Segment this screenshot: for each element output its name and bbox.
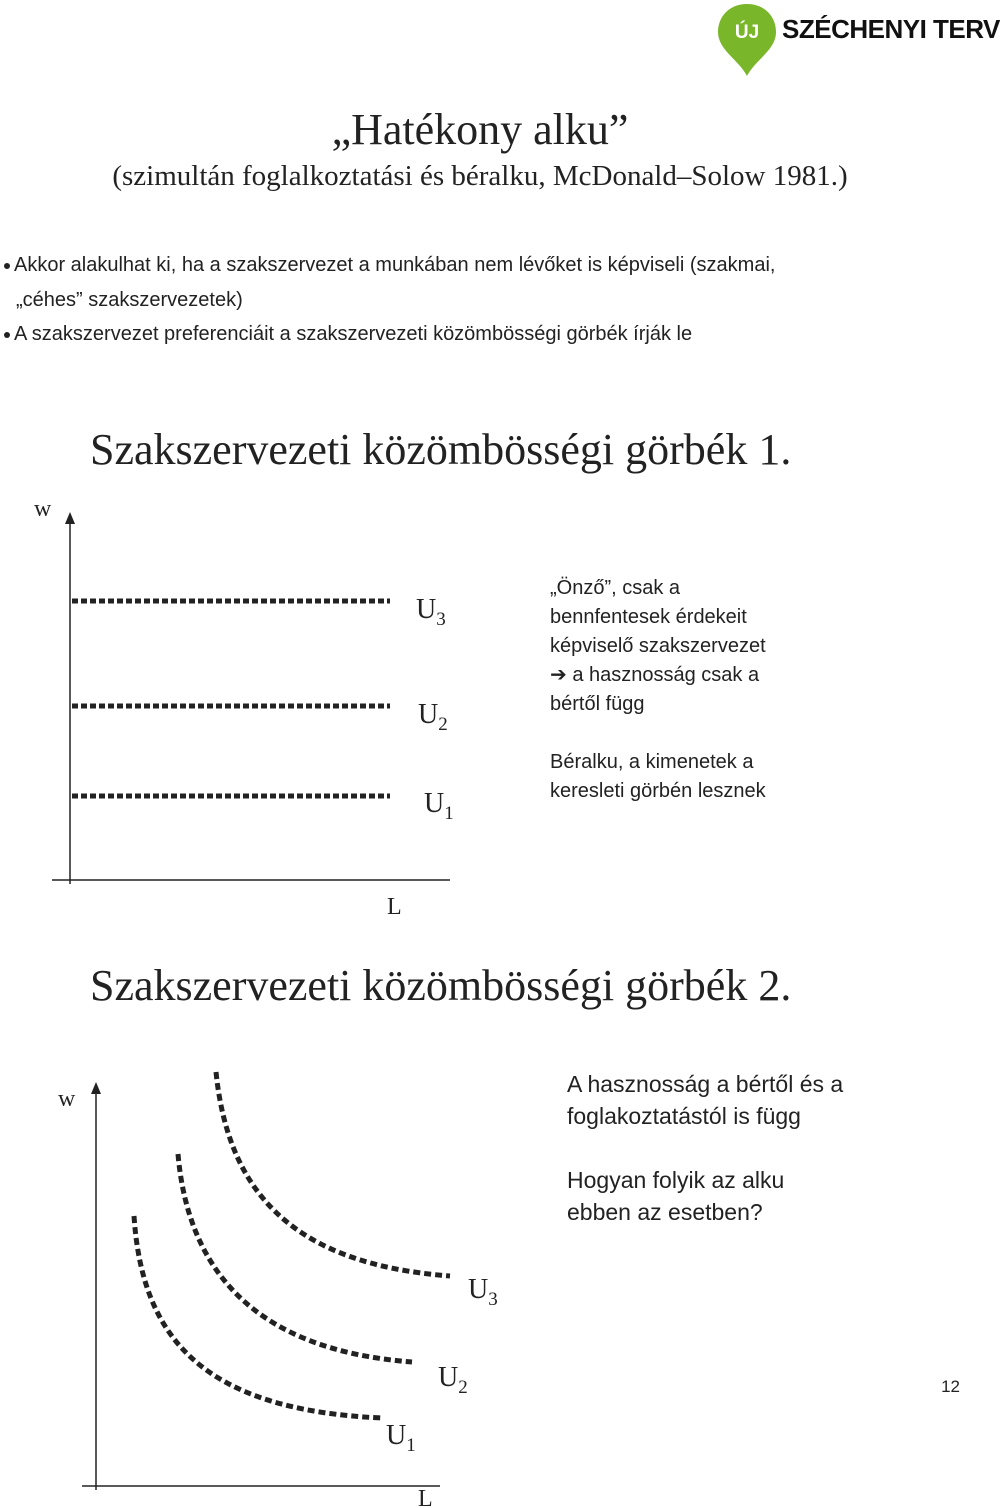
chart-2 — [0, 1060, 960, 1508]
chart-2-xlabel: L — [418, 1486, 433, 1508]
series-label-u2: $U_2$ — [418, 699, 448, 735]
bullet-text: Akkor alakulhat ki, ha a szakszervezet a munkában nem lévőket is képviseli (szakmai, — [14, 254, 776, 276]
chart-1-note-line: „Önző”, csak a — [550, 577, 681, 599]
series-label-u2: $U_2$ — [438, 1362, 468, 1398]
series-label-u1: $U_1$ — [386, 1420, 416, 1456]
chart-1-title: Szakszervezeti közömbösségi görbék 1. — [90, 425, 792, 474]
map-pin-icon — [712, 0, 782, 78]
series-label-u3: $U_3$ — [416, 594, 446, 630]
chart-1-note-line: bennfentesek érdekeit — [550, 606, 747, 628]
chart-2-note-line: A hasznosság a bértől és a — [567, 1071, 844, 1097]
indifference-curve-u1 — [134, 1216, 382, 1418]
chart-1-ylabel: w — [34, 496, 52, 522]
indifference-curve-u2 — [178, 1154, 412, 1362]
bullet-2 — [4, 323, 692, 346]
chart-2-note-line: ebben az esetben? — [567, 1199, 763, 1225]
logo-wordmark: SZÉCHENYI TERV — [782, 14, 1000, 44]
page-title: „Hatékony alku” — [331, 105, 629, 154]
series-label-u3: $U_3$ — [468, 1274, 498, 1310]
bullet-dot-icon — [4, 332, 10, 338]
chart-1-note-line: ➔ a hasznosság csak a — [550, 664, 760, 686]
chart-2-ylabel: w — [58, 1086, 76, 1112]
page-subtitle: (szimultán foglalkoztatási és béralku, McDonald–Solow 1981.) — [112, 160, 848, 192]
chart-1-note-line: bértől függ — [550, 693, 645, 715]
bullet-text: „céhes” szakszervezetek) — [16, 289, 243, 311]
chart-1-note-line: keresleti görbén lesznek — [550, 780, 766, 802]
chart-1 — [0, 480, 960, 940]
chart-1-xlabel: L — [387, 894, 402, 920]
bullet-text: A szakszervezet preferenciáit a szakszervezeti közömbösségi görbék írják le — [14, 323, 693, 345]
indifference-curve-u3 — [216, 1072, 450, 1276]
chart-2-note-line: foglakoztatástól is függ — [567, 1103, 801, 1129]
chart-1-axes — [52, 512, 450, 884]
logo-badge-text: ÚJ — [734, 22, 760, 43]
chart-2-note-line: Hogyan folyik az alku — [567, 1167, 785, 1193]
y-axis-arrow-icon — [65, 512, 75, 524]
y-axis-arrow-icon — [91, 1082, 101, 1094]
chart-2-title: Szakszervezeti közömbösségi görbék 2. — [90, 961, 792, 1010]
page-number: 12 — [941, 1377, 960, 1396]
series-label-u1: $U_1$ — [424, 788, 454, 824]
szechenyi-terv-logo — [712, 0, 1000, 78]
bullet-dot-icon — [4, 263, 10, 269]
chart-1-note-line: Béralku, a kimenetek a — [550, 751, 754, 773]
bullet-1-cont — [16, 289, 243, 312]
chart-1-note-line: képviselő szakszervezet — [550, 635, 766, 657]
bullet-1 — [4, 254, 775, 277]
